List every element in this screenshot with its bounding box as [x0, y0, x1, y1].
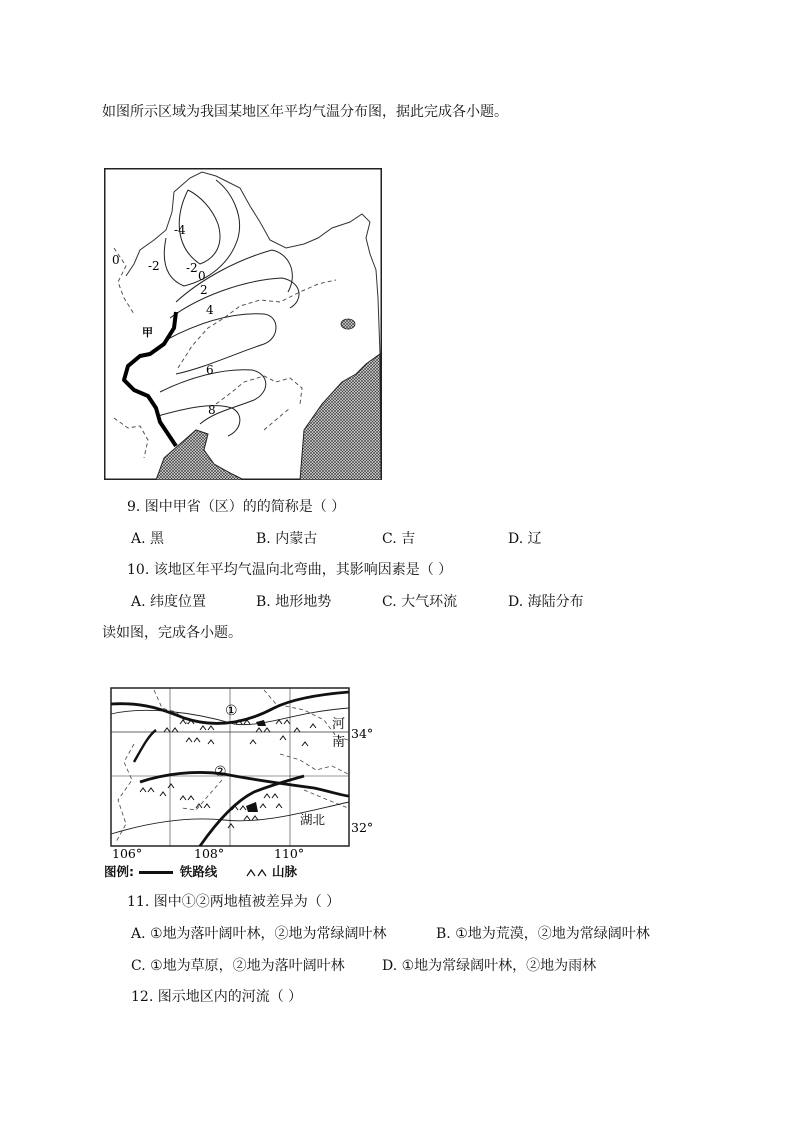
isotherm-label: -2	[186, 261, 198, 275]
latitude-label: 34°	[351, 726, 374, 741]
q10-option-a[interactable]: A. 纬度位置	[131, 594, 207, 610]
marker-2: ②	[214, 764, 227, 780]
longitude-label: 110°	[274, 846, 305, 860]
isotherm-label: 2	[200, 283, 208, 297]
q9-option-d[interactable]: D. 辽	[508, 531, 542, 547]
railway-map	[104, 684, 386, 860]
q11-option-c[interactable]: C. ①地为草原，②地为落叶阔叶林	[131, 958, 345, 974]
map-legend	[104, 862, 297, 880]
legend-prefix: 图例:	[104, 864, 134, 879]
isotherm-label: 4	[206, 303, 214, 317]
question-11-stem: 11. 图中①②两地植被差异为（ ）	[127, 894, 341, 910]
lake	[341, 319, 355, 329]
q9-option-b[interactable]: B. 内蒙古	[256, 531, 318, 547]
isotherm-label: -4	[174, 223, 186, 237]
q11-option-d[interactable]: D. ①地为常绿阔叶林，②地为雨林	[382, 958, 597, 974]
latitude-label: 32°	[351, 820, 374, 835]
province-label-henan: 河	[332, 717, 346, 732]
marker-1: ①	[225, 703, 238, 719]
longitude-label: 108°	[194, 846, 225, 860]
province-label-hubei: 湖北	[300, 812, 326, 827]
question-10-stem: 10. 该地区年平均气温向北弯曲，其影响因素是（ ）	[127, 562, 453, 578]
isotherm-map	[104, 168, 382, 480]
longitude-label: 106°	[112, 846, 143, 860]
isotherm-label: 8	[208, 403, 216, 417]
q10-option-b[interactable]: B. 地形地势	[256, 594, 332, 610]
question-12-stem: 12. 图示地区内的河流（ ）	[131, 989, 303, 1005]
isotherm-label: 0	[198, 269, 206, 283]
region-label: 甲	[142, 326, 153, 339]
q10-option-d[interactable]: D. 海陆分布	[508, 594, 584, 610]
q11-option-b[interactable]: B. ①地为荒漠，②地为常绿阔叶林	[436, 926, 650, 942]
intro-text-2: 读如图，完成各小题。	[102, 625, 242, 641]
mountain-legend-label: 山脉	[271, 864, 297, 879]
q11-option-a[interactable]: A. ①地为落叶阔叶林，②地为常绿阔叶林	[131, 926, 387, 942]
q9-option-c[interactable]: C. 吉	[382, 531, 416, 547]
q9-option-a[interactable]: A. 黑	[131, 531, 165, 547]
isotherm-label: 0	[112, 253, 120, 267]
province-label-henan: 南	[332, 735, 346, 750]
mountain-icon	[246, 865, 268, 880]
railway-legend-symbol	[139, 871, 173, 874]
isotherm-label: -2	[148, 259, 160, 273]
intro-text-1: 如图所示区域为我国某地区年平均气温分布图，据此完成各小题。	[102, 104, 508, 120]
question-9-stem: 9. 图中甲省（区）的的简称是（ ）	[127, 499, 346, 515]
q10-option-c[interactable]: C. 大气环流	[382, 594, 458, 610]
railway-legend-label: 铁路线	[179, 864, 218, 879]
isotherm-label: 6	[206, 363, 214, 377]
